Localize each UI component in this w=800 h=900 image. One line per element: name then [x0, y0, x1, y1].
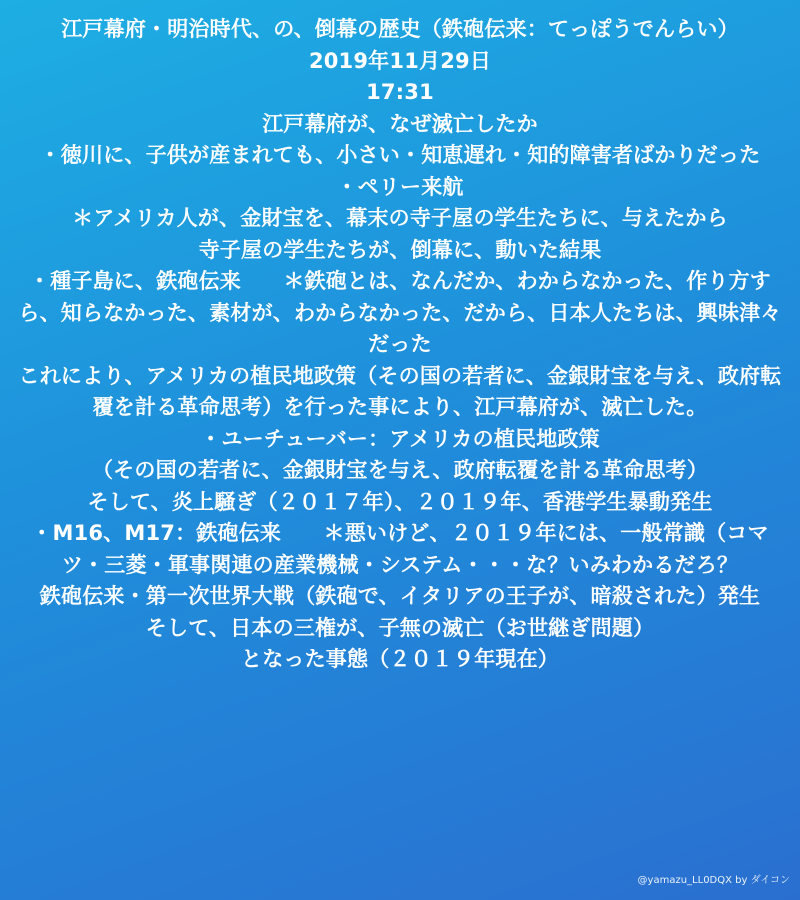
text-line: となった事態（２０１９年現在）	[241, 647, 559, 671]
date-line: 2019年11月29日	[308, 48, 492, 73]
text-line: そして、日本の三権が、子無の滅亡（お世継ぎ問題）	[145, 615, 655, 640]
credit-watermark: @yamazu_LL0DQX by ダイコン	[637, 875, 790, 886]
time-line: 17:31	[366, 80, 434, 104]
text-line: ・ユーチューバー：アメリカの植民地政策	[200, 426, 600, 451]
text-line: そして、炎上騒ぎ（２０１７年）、２０１９年、香港学生暴動発生	[87, 489, 713, 514]
text-line: これにより、アメリカの植民地政策（その国の若者に、金銀財宝を与え、政府転覆を計る革命思考）を行った事により、江戸幕府が、滅亡した。	[18, 363, 782, 419]
text-line: ・ペリー来航	[336, 174, 464, 199]
title-line: 江戸幕府・明治時代、の、倒幕の歴史（鉄砲伝来：てっぽうでんらい）	[61, 17, 739, 41]
text-line: ＊アメリカ人が、金財宝を、幕末の寺子屋の学生たちに、与えたから	[72, 206, 728, 230]
text-line: 江戸幕府が、なぜ滅亡したか	[262, 111, 538, 136]
text-line: 寺子屋の学生たちが、倒幕に、動いた結果	[198, 237, 602, 262]
text-line: ・徳川に、子供が産まれても、小さい・知恵遅れ・知的障害者ばかりだった	[39, 143, 761, 167]
text-line: （その国の若者に、金銀財宝を与え、政府転覆を計る革命思考）	[91, 458, 709, 482]
text-line: ・M16、M17：鉄砲伝来 ＊悪いけど、２０１９年には、一般常識（コマツ・三菱・軍事関連の産業機械・システム・・・な？いみわかるだろ？	[31, 521, 769, 577]
text-line: 鉄砲伝来・第一次世界大戦（鉄砲で、イタリアの王子が、暗殺された）発生	[39, 584, 761, 608]
post-text	[18, 14, 782, 676]
text-line: ・種子島に、鉄砲伝来 ＊鉄砲とは、なんだか、わからなかった、作り方すら、知らなかった、素材が、わからなかった、だから、日本人たちは、興味津々だった	[18, 269, 782, 356]
